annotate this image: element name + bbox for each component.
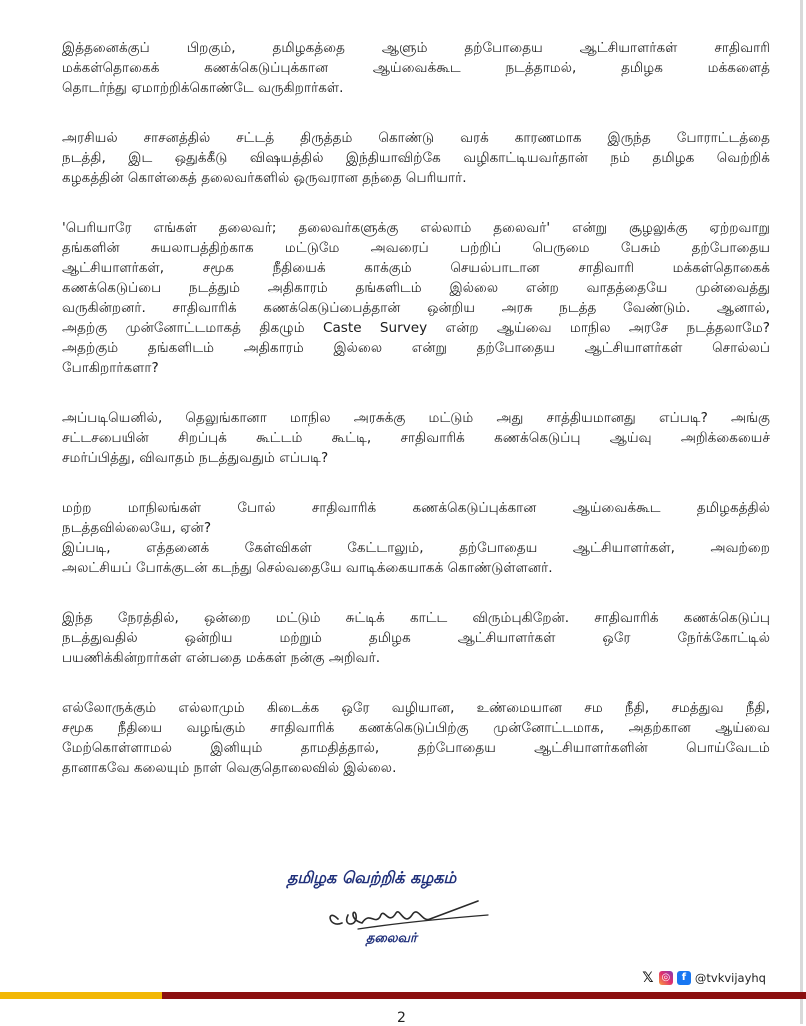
text-line: மேற்கொள்ளாமல் இனியும் தாமதித்தால், தற்போதைய ஆட்சியாளர்களின் பொய்வேடம் bbox=[62, 740, 770, 756]
text-line: ஆட்சியாளர்கள், சமூக நீதியைக் காக்கும் செயல்பாடான சாதிவாரி மக்கள்தொகைக் bbox=[62, 260, 770, 276]
facebook-icon[interactable]: f bbox=[677, 971, 691, 985]
paragraph bbox=[62, 608, 770, 668]
organization-name: தமிழக வெற்றிக் கழகம் bbox=[287, 868, 457, 887]
paragraph bbox=[62, 128, 770, 188]
text-line: எல்லோருக்கும் எல்லாமும் கிடைக்க ஒரே வழியான, உண்மையான சம நீதி, சமத்துவ நீதி, bbox=[62, 700, 770, 716]
text-line: நடத்துவதில் ஒன்றிய மற்றும் தமிழக ஆட்சியாளர்கள் ஒரே நேர்க்கோட்டில் bbox=[62, 630, 770, 646]
text-line: நடத்தவில்லையே, ஏன்? bbox=[62, 520, 212, 536]
text-line: 'பெரியாரே எங்கள் தலைவர்; தலைவர்களுக்கு எல்லாம் தலைவர்' என்று சூழலுக்கு ஏற்றவாறு bbox=[62, 220, 770, 236]
social-handle[interactable]: @tvkvijayhq bbox=[694, 971, 766, 985]
text-line: சமூக நீதியை வழங்கும் சாதிவாரிக் கணக்கெடுப்பிற்கு முன்னோட்டமாக, அதற்கான ஆய்வை bbox=[62, 720, 770, 736]
text-line: அதற்கும் தங்களிடம் அதிகாரம் இல்லை என்று தற்போதைய ஆட்சியாளர்கள் சொல்லப் bbox=[62, 340, 770, 356]
text-line: அரசியல் சாசனத்தில் சட்டத் திருத்தம் கொண்டு வரக் காரணமாக இருந்த போராட்டத்தை bbox=[62, 130, 770, 146]
text-line: பயணிக்கின்றார்கள் என்பதை மக்கள் நன்கு அறிவர். bbox=[62, 650, 381, 666]
text-line: அலட்சியப் போக்குடன் கடந்து செல்வதையே வாடிக்கையாகக் கொண்டுள்ளனர். bbox=[62, 560, 553, 576]
letter-body bbox=[62, 38, 770, 808]
paragraph bbox=[62, 498, 770, 538]
text-line: மக்கள்தொகைக் கணக்கெடுப்புக்கான ஆய்வைக்கூட நடத்தாமல், தமிழக மக்களைத் bbox=[62, 60, 770, 76]
instagram-icon[interactable]: ◎ bbox=[659, 971, 673, 985]
text-line: கணக்கெடுப்பை நடத்தும் அதிகாரம் தங்களிடம் இல்லை என்ற வாதத்தையே முன்வைத்து bbox=[62, 280, 770, 296]
social-handles bbox=[641, 971, 766, 985]
text-line: தானாகவே கலையும் நாள் வெகுதொலைவில் இல்லை. bbox=[62, 760, 397, 776]
paragraph bbox=[62, 38, 770, 98]
text-line: நடத்தி, இட ஒதுக்கீடு விஷயத்தில் இந்தியாவிற்கே வழிகாட்டியவர்தான் நம் தமிழக வெற்றிக் bbox=[62, 150, 770, 166]
paragraph bbox=[62, 538, 770, 578]
x-icon[interactable]: 𝕏 bbox=[642, 970, 654, 986]
page-number: 2 bbox=[397, 1010, 406, 1026]
text-line: தொடர்ந்து ஏமாற்றிக்கொண்டே வருகிறார்கள். bbox=[62, 80, 344, 96]
text-line: தங்களின் சுயலாபத்திற்காக மட்டுமே அவரைப் பற்றிப் பெருமை பேசும் தற்போதைய bbox=[62, 240, 770, 256]
text-line: வருகின்றனர். சாதிவாரிக் கணக்கெடுப்பைத்தான் ஒன்றிய அரசு நடத்த வேண்டும். ஆனால், bbox=[62, 300, 770, 316]
text-line: மற்ற மாநிலங்கள் போல் சாதிவாரிக் கணக்கெடுப்புக்கான ஆய்வைக்கூட தமிழகத்தில் bbox=[62, 500, 770, 516]
text-line: இப்படி, எத்தனைக் கேள்விகள் கேட்டாலும், தற்போதைய ஆட்சியாளர்கள், அவற்றை bbox=[62, 540, 770, 556]
text-line: கழகத்தின் கொள்கைத் தலைவர்களில் ஒருவரான தந்தை பெரியார். bbox=[62, 170, 467, 186]
text-line: சட்டசபையின் சிறப்புக் கூட்டம் கூட்டி, சாதிவாரிக் கணக்கெடுப்பு ஆய்வு அறிக்கையைச் bbox=[62, 430, 770, 446]
text-line: சமர்ப்பித்து, விவாதம் நடத்துவதும் எப்படி? bbox=[62, 450, 329, 466]
footer-accent bbox=[0, 992, 162, 999]
text-line: அதற்கு முன்னோட்டமாகத் திகழும் Caste Survey என்ற ஆய்வை மாநில அரசே நடத்தலாமே? bbox=[62, 320, 770, 336]
paragraph bbox=[62, 408, 770, 468]
text-line: போகிறார்களா? bbox=[62, 360, 159, 376]
text-line: அப்படியெனில், தெலுங்கானா மாநில அரசுக்கு மட்டும் அது சாத்தியமானது எப்படி? அங்கு bbox=[62, 410, 770, 426]
footer-bar bbox=[0, 992, 806, 999]
handwritten-signature bbox=[318, 893, 498, 935]
paragraph bbox=[62, 218, 770, 378]
text-line: இந்த நேரத்தில், ஒன்றை மட்டும் சுட்டிக் காட்ட விரும்புகிறேன். சாதிவாரிக் கணக்கெடுப்பு bbox=[62, 610, 770, 626]
paragraph bbox=[62, 698, 770, 778]
text-line: இத்தனைக்குப் பிறகும், தமிழகத்தை ஆளும் தற்போதைய ஆட்சியாளர்கள் சாதிவாரி bbox=[62, 40, 770, 56]
signatory-title: தலைவர் bbox=[366, 931, 417, 946]
